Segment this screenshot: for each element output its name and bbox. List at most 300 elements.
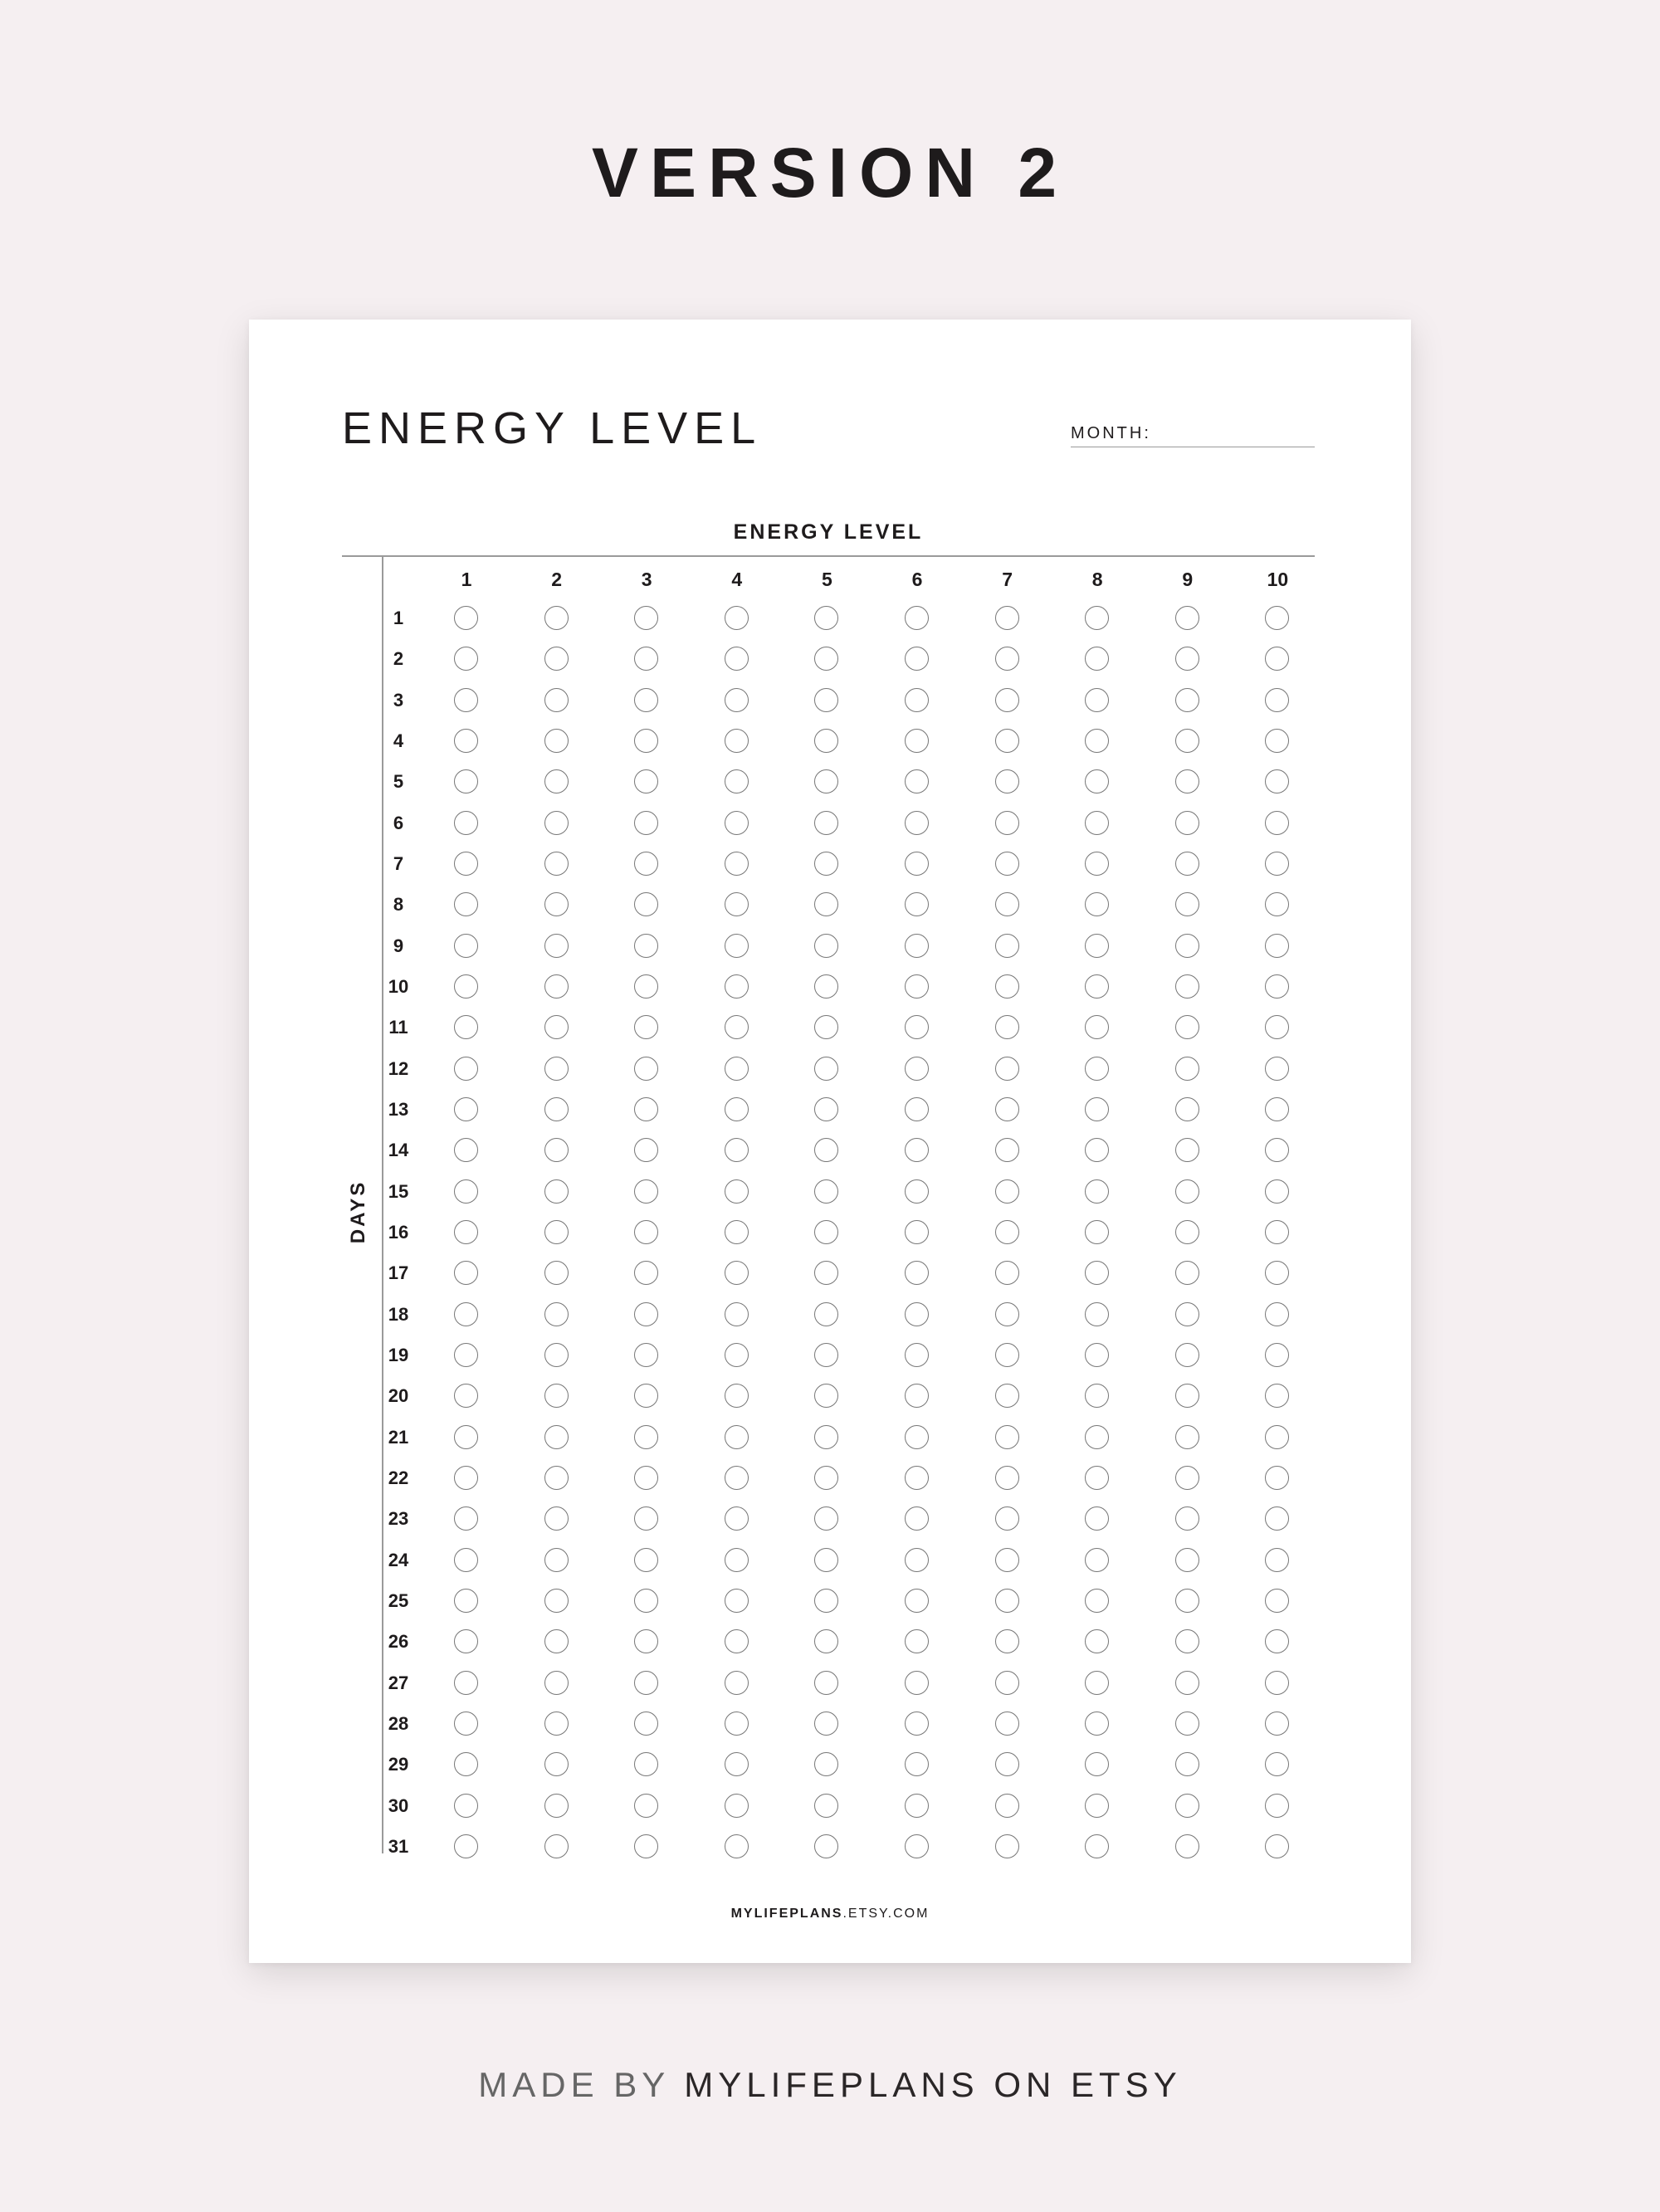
bubble-day-14-level-10[interactable] — [1265, 1138, 1289, 1162]
bubble-day-10-level-2[interactable] — [544, 974, 569, 999]
bubble-day-9-level-9[interactable] — [1175, 934, 1199, 958]
bubble-day-8-level-2[interactable] — [544, 892, 569, 916]
bubble-day-19-level-1[interactable] — [454, 1343, 478, 1367]
bubble-day-31-level-5[interactable] — [814, 1834, 838, 1858]
bubble-day-24-level-4[interactable] — [725, 1548, 749, 1572]
bubble-day-6-level-5[interactable] — [814, 811, 838, 835]
bubble-day-16-level-8[interactable] — [1085, 1220, 1109, 1244]
bubble-day-8-level-1[interactable] — [454, 892, 478, 916]
bubble-day-24-level-5[interactable] — [814, 1548, 838, 1572]
bubble-day-30-level-4[interactable] — [725, 1794, 749, 1818]
bubble-day-11-level-4[interactable] — [725, 1015, 749, 1039]
bubble-day-13-level-10[interactable] — [1265, 1097, 1289, 1121]
bubble-day-6-level-7[interactable] — [995, 811, 1019, 835]
bubble-day-29-level-6[interactable] — [905, 1752, 929, 1776]
bubble-day-5-level-10[interactable] — [1265, 769, 1289, 793]
bubble-day-28-level-3[interactable] — [634, 1711, 658, 1736]
bubble-day-31-level-9[interactable] — [1175, 1834, 1199, 1858]
bubble-day-21-level-4[interactable] — [725, 1425, 749, 1449]
bubble-day-20-level-7[interactable] — [995, 1384, 1019, 1408]
bubble-day-26-level-5[interactable] — [814, 1629, 838, 1653]
bubble-day-17-level-9[interactable] — [1175, 1261, 1199, 1285]
bubble-day-9-level-10[interactable] — [1265, 934, 1289, 958]
bubble-day-11-level-8[interactable] — [1085, 1015, 1109, 1039]
bubble-day-7-level-1[interactable] — [454, 852, 478, 876]
bubble-day-23-level-2[interactable] — [544, 1506, 569, 1531]
bubble-day-23-level-6[interactable] — [905, 1506, 929, 1531]
bubble-day-30-level-8[interactable] — [1085, 1794, 1109, 1818]
bubble-day-26-level-10[interactable] — [1265, 1629, 1289, 1653]
bubble-day-26-level-9[interactable] — [1175, 1629, 1199, 1653]
bubble-day-18-level-6[interactable] — [905, 1302, 929, 1326]
bubble-day-13-level-4[interactable] — [725, 1097, 749, 1121]
bubble-day-12-level-5[interactable] — [814, 1057, 838, 1081]
bubble-day-22-level-9[interactable] — [1175, 1466, 1199, 1490]
bubble-day-3-level-2[interactable] — [544, 688, 569, 712]
bubble-day-27-level-6[interactable] — [905, 1671, 929, 1695]
bubble-day-31-level-10[interactable] — [1265, 1834, 1289, 1858]
bubble-day-30-level-6[interactable] — [905, 1794, 929, 1818]
bubble-day-19-level-7[interactable] — [995, 1343, 1019, 1367]
bubble-day-30-level-5[interactable] — [814, 1794, 838, 1818]
bubble-day-9-level-4[interactable] — [725, 934, 749, 958]
bubble-day-3-level-5[interactable] — [814, 688, 838, 712]
bubble-day-1-level-9[interactable] — [1175, 606, 1199, 630]
bubble-day-19-level-5[interactable] — [814, 1343, 838, 1367]
bubble-day-2-level-2[interactable] — [544, 647, 569, 671]
bubble-day-20-level-2[interactable] — [544, 1384, 569, 1408]
bubble-day-12-level-4[interactable] — [725, 1057, 749, 1081]
bubble-day-3-level-8[interactable] — [1085, 688, 1109, 712]
bubble-day-23-level-4[interactable] — [725, 1506, 749, 1531]
bubble-day-4-level-9[interactable] — [1175, 729, 1199, 753]
bubble-day-28-level-4[interactable] — [725, 1711, 749, 1736]
bubble-day-5-level-4[interactable] — [725, 769, 749, 793]
bubble-day-6-level-9[interactable] — [1175, 811, 1199, 835]
bubble-day-6-level-8[interactable] — [1085, 811, 1109, 835]
bubble-day-17-level-5[interactable] — [814, 1261, 838, 1285]
bubble-day-26-level-7[interactable] — [995, 1629, 1019, 1653]
bubble-day-23-level-9[interactable] — [1175, 1506, 1199, 1531]
bubble-day-13-level-1[interactable] — [454, 1097, 478, 1121]
bubble-day-15-level-3[interactable] — [634, 1179, 658, 1204]
bubble-day-4-level-4[interactable] — [725, 729, 749, 753]
bubble-day-31-level-8[interactable] — [1085, 1834, 1109, 1858]
bubble-day-21-level-3[interactable] — [634, 1425, 658, 1449]
bubble-day-21-level-2[interactable] — [544, 1425, 569, 1449]
bubble-day-24-level-9[interactable] — [1175, 1548, 1199, 1572]
bubble-day-23-level-1[interactable] — [454, 1506, 478, 1531]
bubble-day-6-level-3[interactable] — [634, 811, 658, 835]
bubble-day-11-level-2[interactable] — [544, 1015, 569, 1039]
bubble-day-22-level-5[interactable] — [814, 1466, 838, 1490]
bubble-day-5-level-2[interactable] — [544, 769, 569, 793]
bubble-day-21-level-9[interactable] — [1175, 1425, 1199, 1449]
bubble-day-12-level-7[interactable] — [995, 1057, 1019, 1081]
bubble-day-21-level-7[interactable] — [995, 1425, 1019, 1449]
bubble-day-27-level-8[interactable] — [1085, 1671, 1109, 1695]
bubble-day-14-level-3[interactable] — [634, 1138, 658, 1162]
bubble-day-16-level-7[interactable] — [995, 1220, 1019, 1244]
bubble-day-22-level-2[interactable] — [544, 1466, 569, 1490]
bubble-day-11-level-1[interactable] — [454, 1015, 478, 1039]
bubble-day-19-level-9[interactable] — [1175, 1343, 1199, 1367]
bubble-day-5-level-9[interactable] — [1175, 769, 1199, 793]
bubble-day-9-level-1[interactable] — [454, 934, 478, 958]
bubble-day-3-level-1[interactable] — [454, 688, 478, 712]
bubble-day-2-level-10[interactable] — [1265, 647, 1289, 671]
bubble-day-12-level-1[interactable] — [454, 1057, 478, 1081]
bubble-day-30-level-3[interactable] — [634, 1794, 658, 1818]
bubble-day-20-level-6[interactable] — [905, 1384, 929, 1408]
bubble-day-14-level-9[interactable] — [1175, 1138, 1199, 1162]
bubble-day-20-level-8[interactable] — [1085, 1384, 1109, 1408]
bubble-day-6-level-10[interactable] — [1265, 811, 1289, 835]
bubble-day-5-level-5[interactable] — [814, 769, 838, 793]
bubble-day-4-level-5[interactable] — [814, 729, 838, 753]
bubble-day-29-level-9[interactable] — [1175, 1752, 1199, 1776]
bubble-day-29-level-7[interactable] — [995, 1752, 1019, 1776]
bubble-day-25-level-7[interactable] — [995, 1589, 1019, 1613]
bubble-day-23-level-7[interactable] — [995, 1506, 1019, 1531]
bubble-day-7-level-8[interactable] — [1085, 852, 1109, 876]
bubble-day-1-level-5[interactable] — [814, 606, 838, 630]
bubble-day-28-level-6[interactable] — [905, 1711, 929, 1736]
bubble-day-22-level-7[interactable] — [995, 1466, 1019, 1490]
bubble-day-6-level-6[interactable] — [905, 811, 929, 835]
bubble-day-17-level-1[interactable] — [454, 1261, 478, 1285]
bubble-day-24-level-10[interactable] — [1265, 1548, 1289, 1572]
bubble-day-9-level-6[interactable] — [905, 934, 929, 958]
bubble-day-6-level-1[interactable] — [454, 811, 478, 835]
bubble-day-1-level-1[interactable] — [454, 606, 478, 630]
bubble-day-15-level-1[interactable] — [454, 1179, 478, 1204]
bubble-day-12-level-9[interactable] — [1175, 1057, 1199, 1081]
bubble-day-3-level-10[interactable] — [1265, 688, 1289, 712]
bubble-day-17-level-7[interactable] — [995, 1261, 1019, 1285]
bubble-day-2-level-1[interactable] — [454, 647, 478, 671]
bubble-day-22-level-3[interactable] — [634, 1466, 658, 1490]
bubble-day-1-level-10[interactable] — [1265, 606, 1289, 630]
bubble-day-9-level-5[interactable] — [814, 934, 838, 958]
bubble-day-14-level-7[interactable] — [995, 1138, 1019, 1162]
bubble-day-20-level-5[interactable] — [814, 1384, 838, 1408]
bubble-day-18-level-8[interactable] — [1085, 1302, 1109, 1326]
bubble-day-31-level-1[interactable] — [454, 1834, 478, 1858]
bubble-day-15-level-4[interactable] — [725, 1179, 749, 1204]
bubble-day-12-level-8[interactable] — [1085, 1057, 1109, 1081]
bubble-day-3-level-3[interactable] — [634, 688, 658, 712]
bubble-day-10-level-7[interactable] — [995, 974, 1019, 999]
bubble-day-4-level-3[interactable] — [634, 729, 658, 753]
bubble-day-12-level-2[interactable] — [544, 1057, 569, 1081]
bubble-day-8-level-8[interactable] — [1085, 892, 1109, 916]
bubble-day-4-level-1[interactable] — [454, 729, 478, 753]
bubble-day-8-level-10[interactable] — [1265, 892, 1289, 916]
bubble-day-30-level-10[interactable] — [1265, 1794, 1289, 1818]
bubble-day-22-level-8[interactable] — [1085, 1466, 1109, 1490]
bubble-day-11-level-3[interactable] — [634, 1015, 658, 1039]
bubble-day-29-level-3[interactable] — [634, 1752, 658, 1776]
bubble-day-26-level-8[interactable] — [1085, 1629, 1109, 1653]
bubble-day-18-level-4[interactable] — [725, 1302, 749, 1326]
bubble-day-30-level-9[interactable] — [1175, 1794, 1199, 1818]
bubble-day-22-level-4[interactable] — [725, 1466, 749, 1490]
bubble-day-7-level-9[interactable] — [1175, 852, 1199, 876]
bubble-day-4-level-2[interactable] — [544, 729, 569, 753]
bubble-day-24-level-1[interactable] — [454, 1548, 478, 1572]
bubble-day-27-level-4[interactable] — [725, 1671, 749, 1695]
bubble-day-8-level-7[interactable] — [995, 892, 1019, 916]
bubble-day-4-level-10[interactable] — [1265, 729, 1289, 753]
bubble-day-2-level-3[interactable] — [634, 647, 658, 671]
bubble-day-25-level-3[interactable] — [634, 1589, 658, 1613]
bubble-day-27-level-1[interactable] — [454, 1671, 478, 1695]
bubble-day-5-level-1[interactable] — [454, 769, 478, 793]
bubble-day-25-level-9[interactable] — [1175, 1589, 1199, 1613]
bubble-day-25-level-5[interactable] — [814, 1589, 838, 1613]
bubble-day-4-level-8[interactable] — [1085, 729, 1109, 753]
bubble-day-3-level-9[interactable] — [1175, 688, 1199, 712]
bubble-day-15-level-8[interactable] — [1085, 1179, 1109, 1204]
bubble-day-18-level-10[interactable] — [1265, 1302, 1289, 1326]
bubble-day-26-level-2[interactable] — [544, 1629, 569, 1653]
bubble-day-14-level-6[interactable] — [905, 1138, 929, 1162]
bubble-day-2-level-8[interactable] — [1085, 647, 1109, 671]
bubble-day-21-level-10[interactable] — [1265, 1425, 1289, 1449]
bubble-day-23-level-8[interactable] — [1085, 1506, 1109, 1531]
bubble-day-7-level-2[interactable] — [544, 852, 569, 876]
bubble-day-18-level-1[interactable] — [454, 1302, 478, 1326]
bubble-day-17-level-10[interactable] — [1265, 1261, 1289, 1285]
bubble-day-16-level-9[interactable] — [1175, 1220, 1199, 1244]
bubble-day-16-level-2[interactable] — [544, 1220, 569, 1244]
bubble-day-15-level-9[interactable] — [1175, 1179, 1199, 1204]
bubble-day-20-level-1[interactable] — [454, 1384, 478, 1408]
bubble-day-19-level-10[interactable] — [1265, 1343, 1289, 1367]
bubble-day-31-level-2[interactable] — [544, 1834, 569, 1858]
bubble-day-13-level-2[interactable] — [544, 1097, 569, 1121]
bubble-day-25-level-1[interactable] — [454, 1589, 478, 1613]
bubble-day-27-level-7[interactable] — [995, 1671, 1019, 1695]
bubble-day-3-level-6[interactable] — [905, 688, 929, 712]
bubble-day-10-level-8[interactable] — [1085, 974, 1109, 999]
bubble-day-15-level-5[interactable] — [814, 1179, 838, 1204]
bubble-day-24-level-8[interactable] — [1085, 1548, 1109, 1572]
bubble-day-29-level-5[interactable] — [814, 1752, 838, 1776]
bubble-day-3-level-7[interactable] — [995, 688, 1019, 712]
bubble-day-10-level-4[interactable] — [725, 974, 749, 999]
bubble-day-16-level-6[interactable] — [905, 1220, 929, 1244]
bubble-day-10-level-5[interactable] — [814, 974, 838, 999]
bubble-day-1-level-7[interactable] — [995, 606, 1019, 630]
bubble-day-13-level-6[interactable] — [905, 1097, 929, 1121]
bubble-day-12-level-10[interactable] — [1265, 1057, 1289, 1081]
bubble-day-2-level-5[interactable] — [814, 647, 838, 671]
bubble-day-1-level-4[interactable] — [725, 606, 749, 630]
bubble-day-20-level-3[interactable] — [634, 1384, 658, 1408]
bubble-day-10-level-1[interactable] — [454, 974, 478, 999]
bubble-day-19-level-6[interactable] — [905, 1343, 929, 1367]
bubble-day-25-level-2[interactable] — [544, 1589, 569, 1613]
bubble-day-14-level-4[interactable] — [725, 1138, 749, 1162]
bubble-day-17-level-4[interactable] — [725, 1261, 749, 1285]
bubble-day-29-level-10[interactable] — [1265, 1752, 1289, 1776]
bubble-day-19-level-3[interactable] — [634, 1343, 658, 1367]
bubble-day-5-level-3[interactable] — [634, 769, 658, 793]
bubble-day-18-level-7[interactable] — [995, 1302, 1019, 1326]
bubble-day-2-level-4[interactable] — [725, 647, 749, 671]
bubble-day-3-level-4[interactable] — [725, 688, 749, 712]
bubble-day-22-level-1[interactable] — [454, 1466, 478, 1490]
bubble-day-5-level-8[interactable] — [1085, 769, 1109, 793]
bubble-day-7-level-4[interactable] — [725, 852, 749, 876]
bubble-day-26-level-3[interactable] — [634, 1629, 658, 1653]
bubble-day-6-level-2[interactable] — [544, 811, 569, 835]
bubble-day-13-level-3[interactable] — [634, 1097, 658, 1121]
bubble-day-25-level-10[interactable] — [1265, 1589, 1289, 1613]
bubble-day-25-level-8[interactable] — [1085, 1589, 1109, 1613]
bubble-day-11-level-10[interactable] — [1265, 1015, 1289, 1039]
bubble-day-4-level-6[interactable] — [905, 729, 929, 753]
bubble-day-7-level-5[interactable] — [814, 852, 838, 876]
bubble-day-18-level-3[interactable] — [634, 1302, 658, 1326]
bubble-day-29-level-4[interactable] — [725, 1752, 749, 1776]
bubble-day-8-level-6[interactable] — [905, 892, 929, 916]
bubble-day-31-level-6[interactable] — [905, 1834, 929, 1858]
bubble-day-15-level-10[interactable] — [1265, 1179, 1289, 1204]
bubble-day-10-level-6[interactable] — [905, 974, 929, 999]
bubble-day-17-level-6[interactable] — [905, 1261, 929, 1285]
bubble-day-7-level-10[interactable] — [1265, 852, 1289, 876]
bubble-day-2-level-7[interactable] — [995, 647, 1019, 671]
bubble-day-14-level-2[interactable] — [544, 1138, 569, 1162]
bubble-day-29-level-1[interactable] — [454, 1752, 478, 1776]
bubble-day-2-level-9[interactable] — [1175, 647, 1199, 671]
bubble-day-27-level-10[interactable] — [1265, 1671, 1289, 1695]
bubble-day-23-level-10[interactable] — [1265, 1506, 1289, 1531]
bubble-day-19-level-2[interactable] — [544, 1343, 569, 1367]
bubble-day-8-level-5[interactable] — [814, 892, 838, 916]
bubble-day-21-level-8[interactable] — [1085, 1425, 1109, 1449]
bubble-day-20-level-4[interactable] — [725, 1384, 749, 1408]
bubble-day-25-level-6[interactable] — [905, 1589, 929, 1613]
bubble-day-24-level-6[interactable] — [905, 1548, 929, 1572]
bubble-day-28-level-5[interactable] — [814, 1711, 838, 1736]
bubble-day-30-level-7[interactable] — [995, 1794, 1019, 1818]
bubble-day-16-level-10[interactable] — [1265, 1220, 1289, 1244]
bubble-day-30-level-1[interactable] — [454, 1794, 478, 1818]
bubble-day-9-level-2[interactable] — [544, 934, 569, 958]
bubble-day-31-level-7[interactable] — [995, 1834, 1019, 1858]
bubble-day-14-level-8[interactable] — [1085, 1138, 1109, 1162]
bubble-day-13-level-9[interactable] — [1175, 1097, 1199, 1121]
bubble-day-11-level-5[interactable] — [814, 1015, 838, 1039]
bubble-day-27-level-5[interactable] — [814, 1671, 838, 1695]
bubble-day-11-level-6[interactable] — [905, 1015, 929, 1039]
bubble-day-8-level-3[interactable] — [634, 892, 658, 916]
bubble-day-19-level-8[interactable] — [1085, 1343, 1109, 1367]
bubble-day-4-level-7[interactable] — [995, 729, 1019, 753]
bubble-day-8-level-4[interactable] — [725, 892, 749, 916]
bubble-day-15-level-2[interactable] — [544, 1179, 569, 1204]
bubble-day-7-level-7[interactable] — [995, 852, 1019, 876]
bubble-day-5-level-7[interactable] — [995, 769, 1019, 793]
bubble-day-13-level-8[interactable] — [1085, 1097, 1109, 1121]
bubble-day-7-level-3[interactable] — [634, 852, 658, 876]
bubble-day-22-level-10[interactable] — [1265, 1466, 1289, 1490]
bubble-day-26-level-6[interactable] — [905, 1629, 929, 1653]
bubble-day-28-level-7[interactable] — [995, 1711, 1019, 1736]
bubble-day-16-level-4[interactable] — [725, 1220, 749, 1244]
bubble-day-18-level-5[interactable] — [814, 1302, 838, 1326]
bubble-day-12-level-6[interactable] — [905, 1057, 929, 1081]
bubble-day-28-level-9[interactable] — [1175, 1711, 1199, 1736]
bubble-day-29-level-8[interactable] — [1085, 1752, 1109, 1776]
bubble-day-1-level-3[interactable] — [634, 606, 658, 630]
bubble-day-7-level-6[interactable] — [905, 852, 929, 876]
bubble-day-1-level-6[interactable] — [905, 606, 929, 630]
bubble-day-18-level-2[interactable] — [544, 1302, 569, 1326]
bubble-day-9-level-7[interactable] — [995, 934, 1019, 958]
bubble-day-21-level-1[interactable] — [454, 1425, 478, 1449]
bubble-day-17-level-3[interactable] — [634, 1261, 658, 1285]
bubble-day-31-level-3[interactable] — [634, 1834, 658, 1858]
bubble-day-16-level-3[interactable] — [634, 1220, 658, 1244]
bubble-day-8-level-9[interactable] — [1175, 892, 1199, 916]
bubble-day-17-level-2[interactable] — [544, 1261, 569, 1285]
bubble-day-11-level-7[interactable] — [995, 1015, 1019, 1039]
bubble-day-29-level-2[interactable] — [544, 1752, 569, 1776]
bubble-day-20-level-9[interactable] — [1175, 1384, 1199, 1408]
bubble-day-13-level-7[interactable] — [995, 1097, 1019, 1121]
bubble-day-28-level-8[interactable] — [1085, 1711, 1109, 1736]
bubble-day-30-level-2[interactable] — [544, 1794, 569, 1818]
bubble-day-27-level-3[interactable] — [634, 1671, 658, 1695]
bubble-day-25-level-4[interactable] — [725, 1589, 749, 1613]
bubble-day-16-level-1[interactable] — [454, 1220, 478, 1244]
bubble-day-19-level-4[interactable] — [725, 1343, 749, 1367]
bubble-day-24-level-3[interactable] — [634, 1548, 658, 1572]
bubble-day-6-level-4[interactable] — [725, 811, 749, 835]
bubble-day-31-level-4[interactable] — [725, 1834, 749, 1858]
bubble-day-5-level-6[interactable] — [905, 769, 929, 793]
bubble-day-23-level-5[interactable] — [814, 1506, 838, 1531]
bubble-day-20-level-10[interactable] — [1265, 1384, 1289, 1408]
bubble-day-21-level-5[interactable] — [814, 1425, 838, 1449]
bubble-day-1-level-8[interactable] — [1085, 606, 1109, 630]
bubble-day-10-level-10[interactable] — [1265, 974, 1289, 999]
bubble-day-13-level-5[interactable] — [814, 1097, 838, 1121]
bubble-day-23-level-3[interactable] — [634, 1506, 658, 1531]
bubble-day-24-level-2[interactable] — [544, 1548, 569, 1572]
bubble-day-18-level-9[interactable] — [1175, 1302, 1199, 1326]
bubble-day-9-level-3[interactable] — [634, 934, 658, 958]
bubble-day-11-level-9[interactable] — [1175, 1015, 1199, 1039]
bubble-day-28-level-10[interactable] — [1265, 1711, 1289, 1736]
bubble-day-15-level-6[interactable] — [905, 1179, 929, 1204]
bubble-day-24-level-7[interactable] — [995, 1548, 1019, 1572]
bubble-day-9-level-8[interactable] — [1085, 934, 1109, 958]
bubble-day-26-level-4[interactable] — [725, 1629, 749, 1653]
bubble-day-1-level-2[interactable] — [544, 606, 569, 630]
bubble-day-10-level-9[interactable] — [1175, 974, 1199, 999]
bubble-day-10-level-3[interactable] — [634, 974, 658, 999]
bubble-day-14-level-5[interactable] — [814, 1138, 838, 1162]
bubble-day-28-level-2[interactable] — [544, 1711, 569, 1736]
bubble-day-21-level-6[interactable] — [905, 1425, 929, 1449]
bubble-day-14-level-1[interactable] — [454, 1138, 478, 1162]
